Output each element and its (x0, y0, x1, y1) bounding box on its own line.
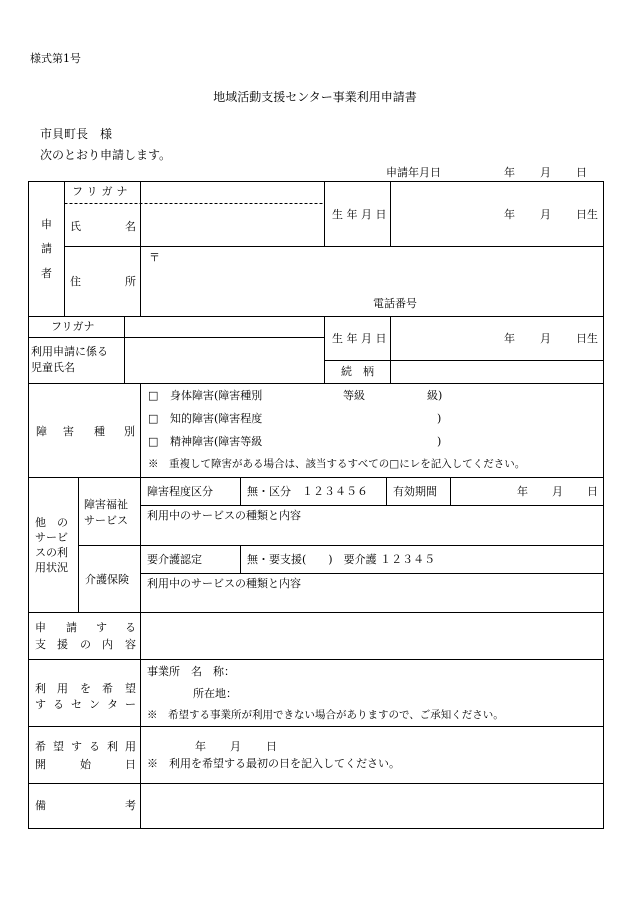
applicant-birth-month: 月 (540, 208, 551, 221)
office-name-label: 事業所 名 称： (147, 665, 235, 678)
physical-level-label: 級) (427, 389, 443, 402)
support-label-2-c4: 内 (102, 638, 113, 651)
mental-close-paren: ) (437, 435, 442, 448)
child-birthdate-label: 生 年 月 日 (332, 332, 387, 345)
form-title: 地域活動支援センター事業利用申請書 (213, 90, 417, 104)
support-label-2-c1: 支 (35, 638, 46, 651)
care-service-detail: 利用中のサービスの種類と内容 (147, 577, 301, 590)
relation-label: 続 柄 (341, 365, 374, 378)
start-day: 日 (266, 740, 277, 753)
physical-disability-label: 身体障害(障害種別 (170, 389, 263, 402)
care-insurance-label: 介護保険 (85, 573, 129, 586)
intellectual-checkbox[interactable]: □ (148, 412, 159, 425)
start-month: 月 (230, 740, 241, 753)
application-date-label: 申請年月日 (386, 166, 441, 179)
other-services-label-3: スの利 (35, 546, 68, 559)
start-label-2-c1: 開 (35, 758, 46, 771)
other-services-label-4: 用状況 (35, 561, 68, 574)
applicant-birth-day: 日生 (576, 208, 598, 221)
welfare-label-2: サービス (84, 514, 128, 527)
applicant-furigana-label: フリガナ (72, 185, 132, 198)
care-cert-value: 無・要支援( ) 要介護 １２３４５ (247, 553, 436, 566)
start-year: 年 (195, 740, 206, 753)
physical-grade-label: 等級 (343, 389, 365, 402)
start-label-1-c1: 希 (35, 740, 46, 753)
support-label-2-c3: の (80, 638, 91, 651)
disability-label-4: 別 (124, 425, 135, 438)
support-label-1-c3: す (96, 621, 107, 634)
support-label-1-c4: る (125, 621, 136, 634)
disability-label-3: 種 (94, 425, 105, 438)
center-label-2-c6: ー (125, 698, 136, 711)
center-label-1-c4: 希 (102, 682, 113, 695)
disability-note: ※ 重複して障害がある場合は、該当するすべての□にレを記入してください。 (148, 458, 526, 470)
mental-checkbox[interactable]: □ (148, 435, 159, 448)
support-label-1-c2: 請 (66, 621, 77, 634)
application-month: 月 (540, 166, 551, 179)
center-label-1-c1: 利 (35, 682, 46, 695)
other-services-label-1: 他 の (35, 516, 68, 529)
disability-label-2: 害 (63, 425, 74, 438)
application-year: 年 (504, 166, 515, 179)
support-label-1-c1: 申 (35, 621, 46, 634)
start-label-1-c2: 望 (53, 740, 64, 753)
start-date-note: ※ 利用を希望する最初の日を記入してください。 (147, 757, 400, 770)
application-day: 日 (576, 166, 587, 179)
intro-text: 次のとおり申請します。 (40, 148, 172, 162)
center-label-1-c5: 望 (125, 682, 136, 695)
physical-checkbox[interactable]: □ (148, 389, 159, 402)
valid-period-month: 月 (552, 485, 563, 498)
applicant-birthdate-label: 生 年 月 日 (332, 208, 387, 221)
center-label-2-c4: ン (89, 698, 100, 711)
applicant-name-label-2: 名 (125, 220, 136, 233)
remarks-label-1: 備 (35, 799, 46, 812)
applicant-label-char-3: 者 (41, 267, 52, 280)
remarks-label-2: 考 (125, 799, 136, 812)
valid-period-day: 日 (587, 485, 598, 498)
child-name-label-1: 利用申請に係る (31, 345, 108, 358)
valid-period-label: 有効期間 (393, 485, 437, 498)
child-birth-year: 年 (504, 332, 515, 345)
valid-period-year: 年 (517, 485, 528, 498)
start-label-1-c5: 利 (107, 740, 118, 753)
disability-label-1: 障 (36, 425, 47, 438)
welfare-level-label: 障害程度区分 (147, 485, 213, 498)
welfare-label-1: 障害福祉 (84, 498, 128, 511)
start-label-1-c4: る (89, 740, 100, 753)
applicant-birth-year: 年 (504, 208, 515, 221)
support-label-2-c5: 容 (125, 638, 136, 651)
center-label-2-c1: す (35, 698, 46, 711)
center-label-1-c2: 用 (57, 682, 68, 695)
phone-label: 電話番号 (373, 297, 417, 310)
applicant-address-label-2: 所 (125, 275, 136, 288)
mental-disability-label: 精神障害(障害等級 (170, 435, 263, 448)
form-number: 様式第1号 (30, 52, 81, 65)
welfare-level-value: 無・区分 １２３４５６ (247, 485, 368, 498)
child-birth-month: 月 (540, 332, 551, 345)
center-label-1-c3: を (80, 682, 91, 695)
center-label-2-c3: セ (71, 698, 82, 711)
welfare-service-detail: 利用中のサービスの種類と内容 (147, 509, 301, 522)
applicant-label-char-2: 請 (41, 242, 52, 255)
child-birth-day: 日生 (576, 332, 598, 345)
child-name-label-2: 児童氏名 (31, 361, 75, 374)
support-label-2-c2: 援 (57, 638, 68, 651)
care-cert-label: 要介護認定 (147, 553, 202, 566)
applicant-label-char-1: 申 (41, 218, 52, 231)
other-services-label-2: サービ (35, 531, 68, 544)
office-address-label: 所在地： (193, 687, 237, 700)
child-furigana-label: フリガナ (51, 320, 95, 333)
intellectual-close-paren: ) (437, 412, 442, 425)
applicant-address-label-1: 住 (70, 275, 81, 288)
center-label-2-c5: タ (107, 698, 118, 711)
addressee: 市貝町長 様 (40, 127, 113, 141)
center-label-2-c2: る (53, 698, 64, 711)
start-label-2-c3: 日 (125, 758, 136, 771)
applicant-name-label-1: 氏 (70, 220, 81, 233)
postal-mark: 〒 (149, 251, 160, 264)
center-note: ※ 希望する事業所が利用できない場合がありますので、ご承知ください。 (147, 709, 504, 721)
intellectual-disability-label: 知的障害(障害程度 (170, 412, 263, 425)
start-label-1-c3: す (71, 740, 82, 753)
start-label-1-c6: 用 (125, 740, 136, 753)
start-label-2-c2: 始 (80, 758, 91, 771)
